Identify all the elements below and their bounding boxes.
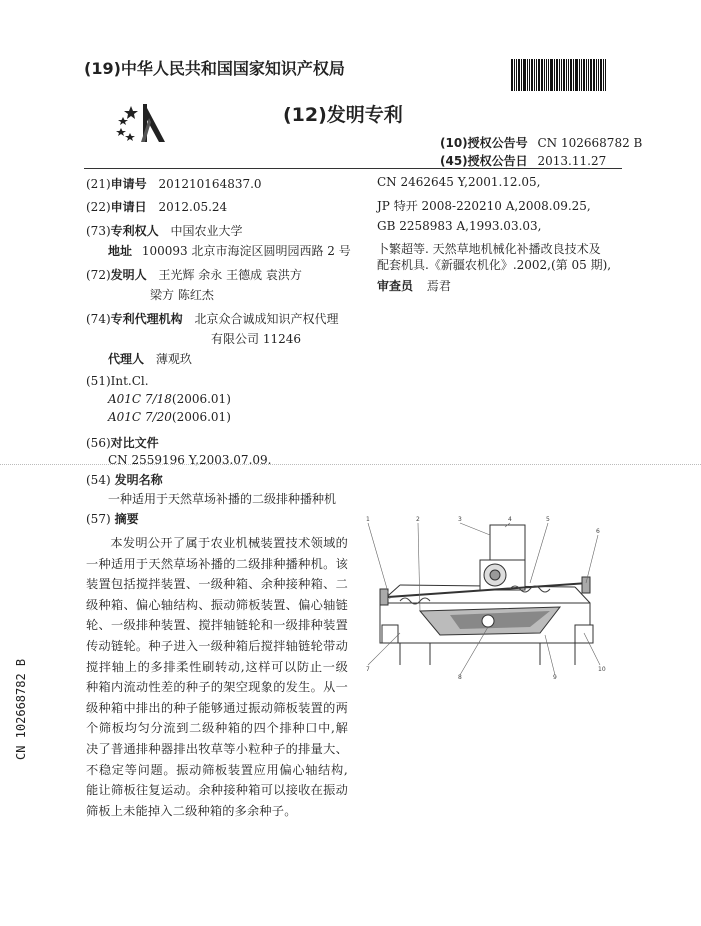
barcode-bar bbox=[561, 59, 562, 91]
inventors-line-2: 梁方 陈红杰 bbox=[150, 288, 214, 302]
barcode-bar bbox=[521, 59, 522, 91]
drawing-label: 5 bbox=[546, 516, 550, 523]
code-72: (72) bbox=[86, 268, 111, 282]
barcode-bar bbox=[568, 59, 569, 91]
inventor-label: 发明人 bbox=[110, 268, 147, 282]
barcode-bar bbox=[570, 59, 572, 91]
abstract-drawing bbox=[360, 515, 610, 680]
drawing-label: 1 bbox=[366, 516, 370, 523]
barcode-bar bbox=[598, 59, 599, 91]
cnipa-logo bbox=[113, 100, 173, 144]
reference-5-line-1: 卜繁超等. 天然草地机械化补播改良技术及 bbox=[377, 242, 601, 256]
examiner: 焉君 bbox=[426, 279, 451, 293]
application-date: 2012.05.24 bbox=[158, 200, 228, 214]
agency-line-2: 有限公司 11246 bbox=[211, 332, 301, 346]
references-row bbox=[86, 434, 159, 451]
side-publication-number: CN 102668782 B bbox=[14, 658, 28, 760]
inventors-line-1: 王光辉 余永 王德成 袁洪方 bbox=[158, 268, 302, 282]
barcode-bar bbox=[546, 59, 547, 91]
agency-line-1: 北京众合诚成知识产权代理 bbox=[194, 312, 339, 326]
barcode-bar bbox=[527, 59, 528, 91]
grant-date-label: (45)授权公告日 bbox=[440, 154, 528, 168]
agent-row bbox=[108, 350, 192, 367]
reference-2: CN 2462645 Y,2001.12.05, bbox=[377, 175, 541, 189]
barcode-bar bbox=[534, 59, 535, 91]
code-73: (73) bbox=[86, 224, 111, 238]
reference-1: CN 2559196 Y,2003.07.09. bbox=[108, 453, 272, 467]
invention-title: 一种适用于天然草场补播的二级排种播种机 bbox=[108, 492, 337, 506]
barcode-bar bbox=[550, 59, 553, 91]
reference-4: GB 2258983 A,1993.03.03, bbox=[377, 219, 542, 233]
drawing-label: 10 bbox=[598, 666, 606, 673]
title-label: 发明名称 bbox=[114, 473, 163, 487]
title-heading bbox=[86, 471, 163, 488]
barcode-bar bbox=[603, 59, 604, 91]
examiner-label: 审查员 bbox=[377, 279, 414, 293]
barcode-bar bbox=[531, 59, 533, 91]
barcode-bar bbox=[583, 59, 585, 91]
grant-number-label: (10)授权公告号 bbox=[440, 136, 528, 150]
agency-label: 专利代理机构 bbox=[110, 312, 183, 326]
barcode-bar bbox=[554, 59, 555, 91]
barcode-bar bbox=[581, 59, 582, 91]
barcode-bar bbox=[559, 59, 560, 91]
barcode-bar bbox=[579, 59, 580, 91]
barcode-bar bbox=[518, 59, 520, 91]
barcode-bar bbox=[563, 59, 565, 91]
barcode-bar bbox=[588, 59, 589, 91]
examiner-row bbox=[377, 277, 451, 294]
barcode-bar bbox=[566, 59, 567, 91]
barcode-bar bbox=[590, 59, 592, 91]
drawing-label: 3 bbox=[458, 516, 462, 523]
patentee-row bbox=[86, 222, 243, 239]
barcode-bar bbox=[593, 59, 595, 91]
address-row bbox=[108, 242, 351, 259]
barcode-bar bbox=[544, 59, 545, 91]
references-label: 对比文件 bbox=[110, 436, 159, 450]
drawing-label: 2 bbox=[416, 516, 420, 523]
application-number: 201210164837.0 bbox=[158, 177, 262, 191]
drawing-label: 8 bbox=[458, 674, 462, 680]
code-22: (22) bbox=[86, 200, 111, 214]
grant-date-row bbox=[440, 152, 606, 169]
grant-date: 2013.11.27 bbox=[537, 154, 607, 168]
reference-3: JP 特开 2008-220210 A,2008.09.25, bbox=[377, 199, 591, 213]
intcl-2-date: (2006.01) bbox=[171, 410, 231, 424]
application-number-row bbox=[86, 175, 262, 192]
barcode-bar bbox=[529, 59, 530, 91]
code-56: (56) bbox=[86, 436, 111, 450]
code-54: (54) bbox=[86, 473, 111, 487]
inventor-row bbox=[86, 266, 302, 283]
intcl-1-date: (2006.01) bbox=[171, 392, 231, 406]
application-date-label: 申请日 bbox=[110, 200, 147, 214]
barcode-bar bbox=[600, 59, 602, 91]
barcode-bar bbox=[514, 59, 515, 91]
code-21: (21) bbox=[86, 177, 111, 191]
application-number-label: 申请号 bbox=[110, 177, 147, 191]
intcl-1-row bbox=[108, 392, 231, 406]
barcode-bar bbox=[541, 59, 543, 91]
intcl-row bbox=[86, 374, 149, 388]
barcode-bar bbox=[596, 59, 597, 91]
barcode-bar bbox=[586, 59, 587, 91]
intcl-2: A01C 7/20 bbox=[108, 410, 172, 424]
barcode-bar bbox=[573, 59, 574, 91]
barcode-bar bbox=[556, 59, 558, 91]
drawing-label: 4 bbox=[508, 516, 512, 523]
drawing-label: 9 bbox=[553, 674, 557, 680]
barcode-bar bbox=[536, 59, 537, 91]
grant-number-row bbox=[440, 134, 642, 151]
address-label: 地址 bbox=[108, 244, 133, 258]
drawing-label: 6 bbox=[596, 528, 600, 535]
barcode bbox=[511, 59, 617, 91]
document-type: (12)发明专利 bbox=[283, 104, 403, 126]
abstract-label: 摘要 bbox=[114, 512, 139, 526]
intcl-label: Int.Cl. bbox=[110, 374, 149, 388]
barcode-bar bbox=[516, 59, 517, 91]
reference-5-line-2: 配套机具.《新疆农机化》.2002,(第 05 期), bbox=[377, 258, 612, 272]
section-divider bbox=[0, 464, 701, 465]
code-74: (74) bbox=[86, 312, 111, 326]
abstract-text: 本发明公开了属于农业机械装置技术领域的一种适用于天然草场补播的二级排种播种机。该装置包括搅拌装置、一级种箱、余种接种箱、二级种箱、偏心轴结构、振动筛板装置、偏心轴链轮、一级排种装置、搅拌轴链轮和一级排种装置传动链轮。种子进入一级种箱后搅拌轴链轮带动搅拌轴上的多排柔性刷转动,这样可以防止一级种箱内流动性差的种子的架空现象的发生。从一级种箱中排出的种子能够通过振动筛板装置的两个筛板均匀分流到二级种箱的四个排种口中,解决了普通排种器排出牧草等小粒种子的排量大、不稳定等问题。振动筛板装置应用偏心轴结构,能让筛板往复运动。余种接种箱可以接收在振动筛板上未能掉入二级种箱的多余种子。 bbox=[86, 536, 348, 818]
grant-number: CN 102668782 B bbox=[537, 136, 643, 150]
address: 100093 北京市海淀区圆明园西路 2 号 bbox=[141, 244, 351, 258]
agency-row bbox=[86, 310, 339, 327]
intcl-1: A01C 7/18 bbox=[108, 392, 172, 406]
agent: 薄观玖 bbox=[155, 352, 192, 366]
barcode-bar bbox=[605, 59, 606, 91]
header-divider bbox=[84, 168, 622, 169]
barcode-bar bbox=[511, 59, 513, 91]
patentee-label: 专利权人 bbox=[110, 224, 159, 238]
barcode-bar bbox=[575, 59, 578, 91]
application-date-row bbox=[86, 198, 227, 215]
agent-label: 代理人 bbox=[108, 352, 145, 366]
barcode-bar bbox=[538, 59, 540, 91]
code-51: (51) bbox=[86, 374, 111, 388]
drawing-label: 7 bbox=[366, 666, 370, 673]
abstract-heading bbox=[86, 510, 139, 527]
office-title: (19)中华人民共和国国家知识产权局 bbox=[84, 59, 345, 78]
code-57: (57) bbox=[86, 512, 111, 526]
barcode-bar bbox=[523, 59, 526, 91]
intcl-2-row bbox=[108, 410, 231, 424]
barcode-bar bbox=[548, 59, 549, 91]
patentee: 中国农业大学 bbox=[170, 224, 243, 238]
